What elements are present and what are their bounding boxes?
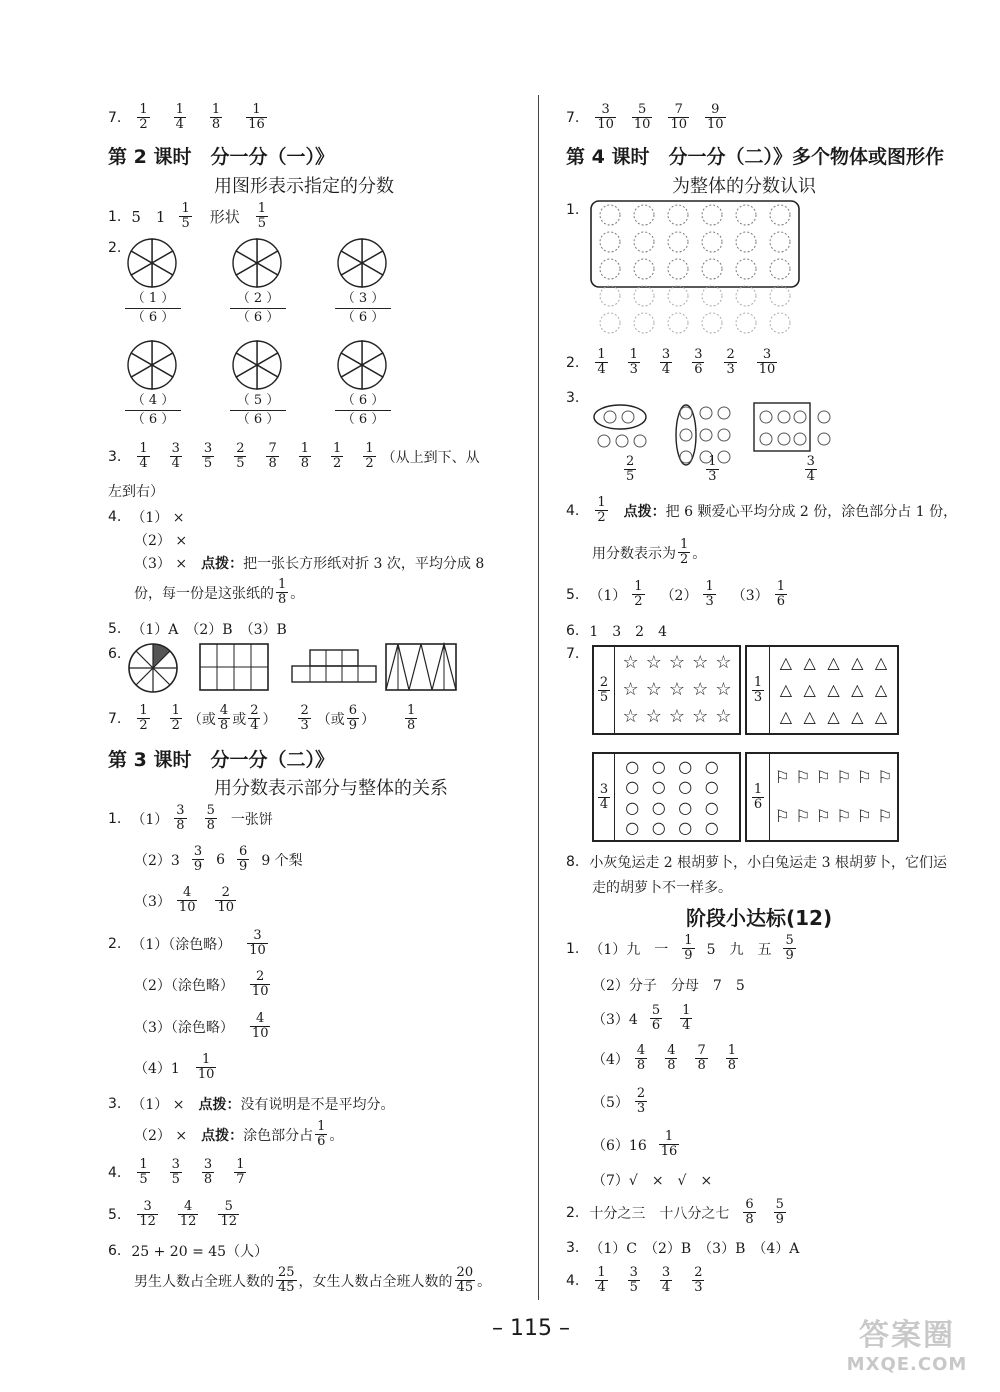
- s1-r6: （6）16 $\frac{1}{16}$: [592, 1129, 678, 1159]
- circle-icon: ○: [651, 818, 666, 838]
- s1-r5: （5） $\frac{2}{3}$: [592, 1086, 646, 1116]
- apple-icon: [634, 286, 654, 306]
- pie-label: （ 6 ） （ 6 ）: [335, 392, 391, 429]
- star-icon: ☆: [668, 706, 686, 728]
- pie-labels: [125, 290, 425, 440]
- apple-icon: [634, 232, 654, 252]
- l3-q6-text: 男生人数占全班人数的 $\frac{25}{45}$ ，女生人数占全班人数的 $\frac{20}{45}$ 。: [134, 1265, 492, 1295]
- circle-icon: ○: [704, 797, 719, 817]
- star-icon: ☆: [715, 706, 732, 728]
- flag-icon: ⚐: [795, 767, 811, 788]
- r7-box-circles: $\frac{3}{4}$ ○ ○ ○ ○ ○ ○ ○ ○ ○ ○ ○ ○ ○ ○ ○ ○: [592, 752, 741, 842]
- apple-icon: [770, 313, 790, 333]
- circle-icon: ○: [678, 818, 693, 838]
- triangle-icon: △: [874, 679, 888, 699]
- s1-r1: 1. （1）九 一 $\frac{1}{9}$ 5 九 五 $\frac{5}{9}$: [566, 933, 794, 963]
- r3-answers: $\frac{2}{5}$ $\frac{1}{3}$ $\frac{3}{4}$: [626, 454, 815, 484]
- flag-icon: ⚐: [877, 767, 893, 788]
- triangle-icon: △: [851, 652, 864, 672]
- l2-q3-note: 左到右）: [108, 484, 164, 500]
- right-q7-top: 7. $\frac{3}{10}$ $\frac{5}{10}$ $\frac{7}{10}$ $\frac{9}{10}$: [566, 102, 724, 132]
- flag-icon: ⚐: [774, 767, 790, 788]
- apple-icon: [736, 232, 756, 252]
- apple-icon: [770, 205, 790, 225]
- lesson3-title: 第 3 课时 分一分（二）》: [108, 749, 334, 771]
- r3-num: 3.: [566, 390, 580, 406]
- flag-icon: ⚐: [877, 806, 893, 827]
- fraction: $\frac{1}{4}$: [175, 102, 184, 132]
- r4: 4. $\frac{1}{2}$ 点拨： 把 6 颗爱心平均分成 2 份，涂色部分占 1 份，: [566, 495, 958, 525]
- l3-q2-4: （4）1 $\frac{1}{10}$: [134, 1052, 215, 1082]
- lesson3-subtitle: 用分数表示部分与整体的关系: [214, 778, 448, 799]
- r2: 2. $\frac{1}{4}$ $\frac{1}{3}$ $\frac{3}{4}$ $\frac{3}{6}$ $\frac{2}{3}$ $\frac{3}{10}$: [566, 347, 776, 377]
- triangle-icon: △: [827, 679, 840, 699]
- l3-q2-1: 2. （1）（涂色略） $\frac{3}{10}$: [108, 928, 266, 958]
- r7-box-stars: $\frac{2}{5}$ ☆ ☆ ☆ ☆ ☆ ☆ ☆ ☆ ☆ ☆ ☆ ☆ ☆ ☆ ☆: [592, 645, 741, 735]
- flag-icon: ⚐: [815, 767, 831, 788]
- l3-q3-b: （2） × 点拨： 涂色部分占 $\frac{1}{6}$ 。: [134, 1119, 344, 1149]
- triangle-icon: △: [851, 707, 864, 727]
- circle-icon: ○: [625, 818, 640, 838]
- pie-circle: [128, 239, 176, 287]
- apple-icon: [668, 232, 688, 252]
- l3-q5: 5. $\frac{3}{12}$ $\frac{4}{12}$ $\frac{5}{12}$: [108, 1199, 237, 1229]
- r7-num: 7.: [566, 646, 580, 662]
- lesson2-subtitle: 用图形表示指定的分数: [214, 176, 394, 197]
- l2-q7: 7. $\frac{1}{2}$ $\frac{1}{2}$ （或 $\frac{4}{8}$ 或 $\frac{2}{4}$ ） $\frac{2}{3}$ （或 $\frac{6}{9}$ ） $\frac{1}{8}$: [108, 703, 416, 733]
- l2-q5: 5. （1）A （2）B （3）B: [108, 621, 287, 638]
- l3-q4: 4. $\frac{1}{5}$ $\frac{3}{5}$ $\frac{3}{8}$ $\frac{1}{7}$: [108, 1157, 245, 1187]
- circle-icon: ○: [651, 756, 666, 776]
- apple-icon: [736, 259, 756, 279]
- star-icon: ☆: [715, 678, 732, 700]
- star-icon: ☆: [622, 706, 639, 728]
- pie-label: （ 4 ） （ 6 ）: [125, 392, 181, 429]
- l2-q2-num: 2.: [108, 240, 122, 256]
- star-icon: ☆: [622, 651, 639, 673]
- triangle-icon: △: [803, 707, 816, 727]
- r5: 5. （1） $\frac{1}{2}$ （2） $\frac{1}{3}$ （3） $\frac{1}{6}$: [566, 579, 785, 609]
- l2-q1: 1. 5 1 $\frac{1}{5}$ 形状 $\frac{1}{5}$: [108, 201, 267, 231]
- star-icon: ☆: [692, 651, 709, 673]
- star-icon: ☆: [715, 651, 732, 673]
- apple-icon: [736, 313, 756, 333]
- apple-icon: [600, 259, 620, 279]
- circle-icon: ○: [704, 777, 719, 797]
- r1-num: 1.: [566, 202, 580, 218]
- triangle-icon: △: [827, 652, 840, 672]
- circle-icon: ○: [625, 777, 640, 797]
- lesson4-title: 第 4 课时 分一分（二）》多个物体或图形作: [566, 146, 944, 168]
- flag-icon: ⚐: [795, 806, 811, 827]
- s3: 3. （1）C （2）B （3）B （4）A: [566, 1240, 800, 1257]
- l3-q2-3: （3）（涂色略） $\frac{4}{10}$: [134, 1011, 269, 1041]
- star-icon: ☆: [668, 651, 686, 673]
- circle-icon: ○: [651, 777, 666, 797]
- apple-icon: [702, 205, 722, 225]
- s1-r4: （4） $\frac{4}{8}$ $\frac{4}{8}$ $\frac{7}{8}$ $\frac{1}{8}$: [592, 1043, 737, 1073]
- pie-label: （ 3 ） （ 6 ）: [335, 290, 391, 327]
- circle-icon: ○: [704, 818, 719, 838]
- pie-label: （ 5 ） （ 6 ）: [230, 392, 286, 429]
- triangle-icon: △: [874, 652, 888, 672]
- r4-tip2: 用分数表示为 $\frac{1}{2}$ 。: [592, 537, 707, 567]
- apple-icon: [600, 232, 620, 252]
- triangle-icon: △: [851, 679, 864, 699]
- fraction: $\frac{1}{16}$: [248, 102, 265, 132]
- star-icon: ☆: [622, 678, 639, 700]
- apples-figure: [588, 198, 804, 344]
- star-icon: ☆: [645, 678, 662, 700]
- apple-icon: [770, 259, 790, 279]
- l2-q4-c: （3） × 点拨： 把一张长方形纸对折 3 次，平均分成 8: [134, 556, 485, 572]
- circle-icon: ○: [704, 756, 719, 776]
- r7-box-triangles: $\frac{1}{3}$ △ △ △ △ △ △ △ △ △ △ △ △ △ △ △: [745, 645, 899, 735]
- star-icon: ☆: [645, 651, 662, 673]
- apple-icon: [634, 259, 654, 279]
- l2-q4-b: （2） ×: [134, 533, 188, 549]
- s4: 4. $\frac{1}{4}$ $\frac{3}{5}$ $\frac{3}{4}$ $\frac{2}{3}$: [566, 1265, 703, 1295]
- flag-icon: ⚐: [774, 806, 790, 827]
- apple-icon: [634, 313, 654, 333]
- s1-r3: （3）4 $\frac{5}{6}$ $\frac{1}{4}$: [592, 1003, 691, 1033]
- s1-r2: （2）分子 分母 7 5: [592, 978, 745, 994]
- l3-q1-c: （3） $\frac{4}{10}$ $\frac{2}{10}$: [134, 885, 235, 915]
- l2-q4-tip2: 份，每一份是这张纸的 $\frac{1}{8}$ 。: [134, 577, 305, 607]
- fraction: $\frac{1}{8}$: [211, 102, 221, 132]
- apple-icon: [600, 313, 620, 333]
- triangle-icon: △: [779, 679, 793, 699]
- apple-icon: [634, 205, 654, 225]
- l3-q2-2: （2）（涂色略） $\frac{2}{10}$: [134, 969, 269, 999]
- l2-q3: 3. $\frac{1}{4}$ $\frac{3}{4}$ $\frac{3}{5}$ $\frac{2}{5}$ $\frac{7}{8}$ $\frac{1}{8}$ $\frac{1}{2}$ $\frac{1}{2}$ （从上到下、从: [108, 441, 480, 471]
- s2: 2. 十分之三 十八分之七 $\frac{6}{8}$ $\frac{5}{9}$: [566, 1197, 784, 1227]
- apple-icon: [702, 286, 722, 306]
- triangle-icon: △: [827, 707, 840, 727]
- star-icon: ☆: [645, 706, 662, 728]
- lesson2-title: 第 2 课时 分一分（一）》: [108, 146, 334, 168]
- flag-icon: ⚐: [836, 767, 852, 788]
- r8-text2: 走的胡萝卜不一样多。: [592, 880, 732, 896]
- pie-circle: [338, 239, 386, 287]
- star-icon: ☆: [692, 706, 709, 728]
- apple-icon: [736, 286, 756, 306]
- circle-icon: ○: [678, 756, 693, 776]
- flag-icon: ⚐: [856, 806, 872, 827]
- apple-icon: [600, 205, 620, 225]
- star-icon: ☆: [692, 678, 709, 700]
- apple-icon: [702, 313, 722, 333]
- circle-icon: ○: [678, 797, 693, 817]
- circle-icon: ○: [625, 797, 640, 817]
- apple-icon: [770, 232, 790, 252]
- flag-icon: ⚐: [815, 806, 831, 827]
- pie-label: （ 2 ） （ 6 ）: [230, 290, 286, 327]
- l3-q1-b: （2）3 $\frac{3}{9}$ 6 $\frac{6}{9}$ 9 个梨: [134, 844, 303, 874]
- triangle-icon: △: [803, 652, 816, 672]
- l3-q1-a: 1. （1） $\frac{3}{8}$ $\frac{5}{8}$ 一张饼: [108, 803, 273, 833]
- left-q7-top: 7. $\frac{1}{2}$ $\frac{1}{4}$ $\frac{1}{8}$ $\frac{1}{16}$: [108, 102, 265, 132]
- apple-icon: [600, 286, 620, 306]
- l3-q6-eq: 6. 25 + 20 = 45（人）: [108, 1243, 269, 1260]
- r8: 8. 小灰兔运走 2 根胡萝卜，小白兔运走 3 根胡萝卜，它们运: [566, 854, 947, 871]
- l2-q4-a: 4. （1） ×: [108, 509, 185, 526]
- apple-group-box: [591, 201, 799, 287]
- triangle-icon: △: [874, 707, 888, 727]
- pie-circle: [233, 239, 281, 287]
- flag-icon: ⚐: [836, 806, 852, 827]
- apple-icon: [668, 313, 688, 333]
- s1-r7: （7）√ × √ ×: [592, 1173, 713, 1189]
- watermark-logo: 答案圈 MXQE.COM: [846, 1318, 968, 1375]
- triangle-icon: △: [803, 679, 816, 699]
- page-number: – 115 –: [492, 1316, 570, 1341]
- apple-icon: [702, 259, 722, 279]
- flag-icon: ⚐: [856, 767, 872, 788]
- apple-icon: [702, 232, 722, 252]
- star-icon: ☆: [668, 678, 686, 700]
- apple-icon: [668, 205, 688, 225]
- circle-icon: ○: [678, 777, 693, 797]
- apple-icon: [668, 286, 688, 306]
- apple-icon: [736, 205, 756, 225]
- r7-box-flags: $\frac{1}{6}$ ⚐ ⚐ ⚐ ⚐ ⚐ ⚐ ⚐ ⚐ ⚐ ⚐ ⚐ ⚐: [745, 752, 899, 842]
- l3-q3-a: 3. （1） × 点拨： 没有说明是不是平均分。: [108, 1096, 395, 1113]
- triangle-icon: △: [779, 652, 793, 672]
- circle-icon: ○: [625, 756, 640, 776]
- column-divider: [538, 95, 539, 1300]
- triangle-icon: △: [779, 707, 793, 727]
- circle-icon: ○: [651, 797, 666, 817]
- apple-icon: [668, 259, 688, 279]
- apple-icon: [770, 286, 790, 306]
- fraction: $\frac{1}{2}$: [139, 102, 148, 132]
- r6: 6. 1 3 2 4: [566, 623, 667, 640]
- pie-label: （ 1 ） （ 6 ）: [125, 290, 181, 327]
- shapes-figure: [128, 640, 468, 700]
- l2-q6-num: 6.: [108, 646, 122, 662]
- lesson4-subtitle: 为整体的分数认识: [672, 176, 816, 197]
- stage-title: 阶段小达标(12): [686, 906, 833, 930]
